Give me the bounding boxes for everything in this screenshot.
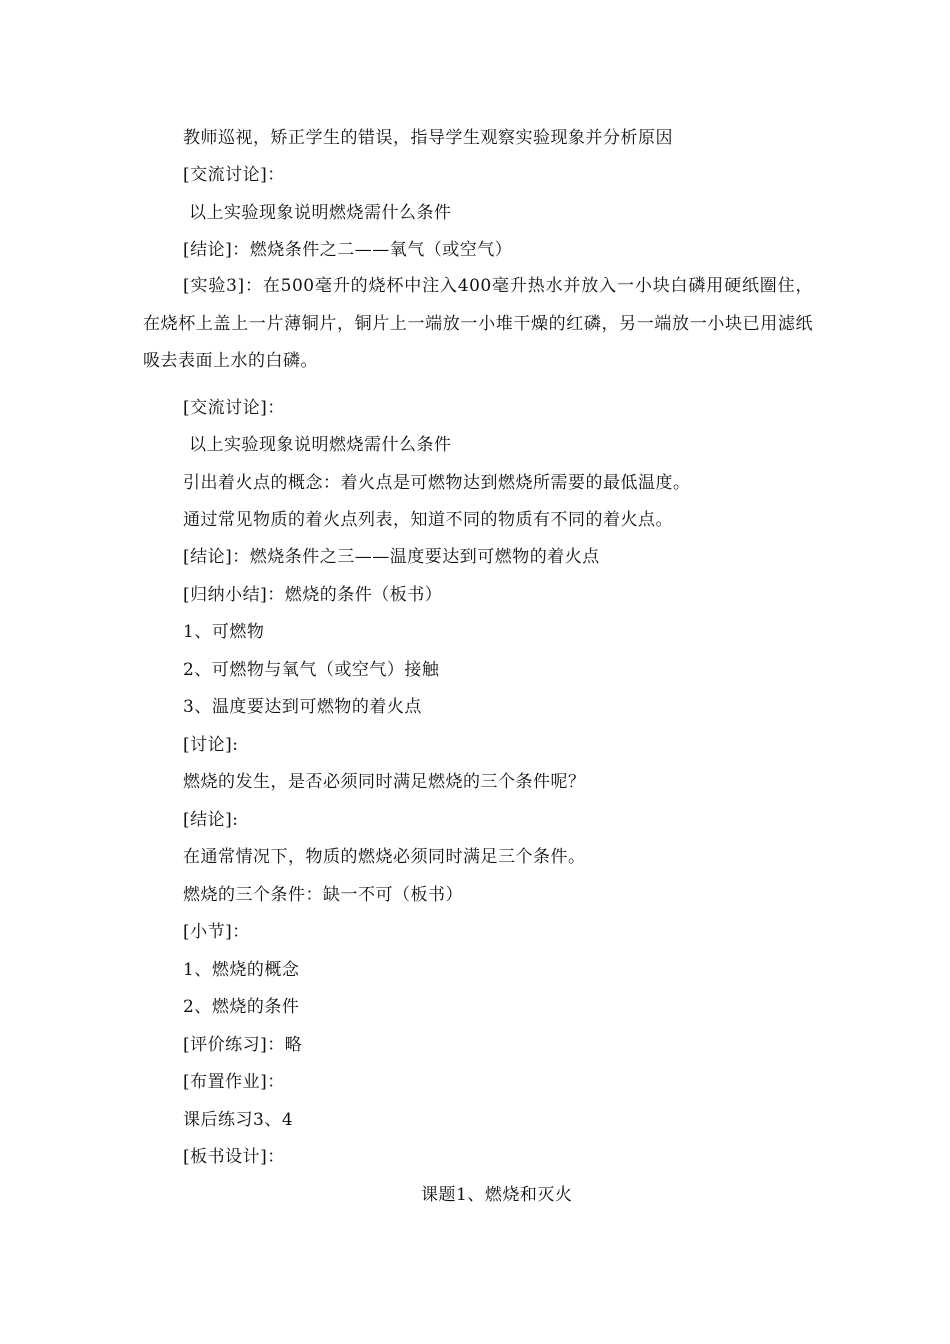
- conclusion-temperature: [结论]：燃烧条件之三——温度要达到可燃物的着火点: [183, 547, 600, 567]
- conclusion-label: [结论]:: [183, 810, 239, 830]
- evaluation-exercise: [评价练习]：略: [183, 1035, 303, 1055]
- summary-heading: [归纳小结]：燃烧的条件（板书）: [183, 585, 443, 605]
- conclusion-oxygen: [结论]：燃烧条件之二——氧气（或空气）: [183, 240, 513, 260]
- homework-text: 课后练习3、4: [183, 1110, 294, 1130]
- ignition-point-table-note: 通过常见物质的着火点列表，知道不同的物质有不同的着火点。: [183, 510, 673, 530]
- discussion-question-2: 以上实验现象说明燃烧需什么条件: [189, 435, 452, 455]
- section-summary-heading: [小节]：: [183, 922, 250, 942]
- condition-3: 3、温度要达到可燃物的着火点: [183, 697, 422, 717]
- ignition-point-concept: 引出着火点的概念：着火点是可燃物达到燃烧所需要的最低温度。: [183, 473, 691, 493]
- discussion-question-3: 燃烧的发生，是否必须同时满足燃烧的三个条件呢？: [183, 772, 586, 792]
- blackboard-design-heading: [板书设计]：: [183, 1147, 285, 1167]
- summary-item-2: 2、燃烧的条件: [183, 997, 300, 1017]
- homework-heading: [布置作业]：: [183, 1072, 285, 1092]
- condition-1: 1、可燃物: [183, 622, 265, 642]
- discussion-question: 以上实验现象说明燃烧需什么条件: [189, 203, 452, 223]
- lesson-title: 课题1、燃烧和灭火: [421, 1185, 573, 1205]
- discussion-heading-2: [交流讨论]：: [183, 398, 285, 418]
- summary-item-1: 1、燃烧的概念: [183, 960, 300, 980]
- three-conditions-note: 燃烧的三个条件：缺一不可（板书）: [183, 885, 463, 905]
- discussion-heading: [交流讨论]：: [183, 165, 285, 185]
- conclusion-text: 在通常情况下，物质的燃烧必须同时满足三个条件。: [183, 847, 586, 867]
- condition-2: 2、可燃物与氧气（或空气）接触: [183, 660, 440, 680]
- experiment-3-paragraph: [实验3]：在500毫升的烧杯中注入400毫升热水并放入一小块白磷用硬纸圈住，在烧杯上盖上一片薄铜片，铜片上一端放一小堆干燥的红磷，另一端放一小块已用滤纸吸去表面上水的白磷。: [143, 276, 813, 371]
- discussion-label: [讨论]:: [183, 735, 239, 755]
- teacher-note-line: 教师巡视，矫正学生的错误，指导学生观察实验现象并分析原因: [183, 128, 673, 148]
